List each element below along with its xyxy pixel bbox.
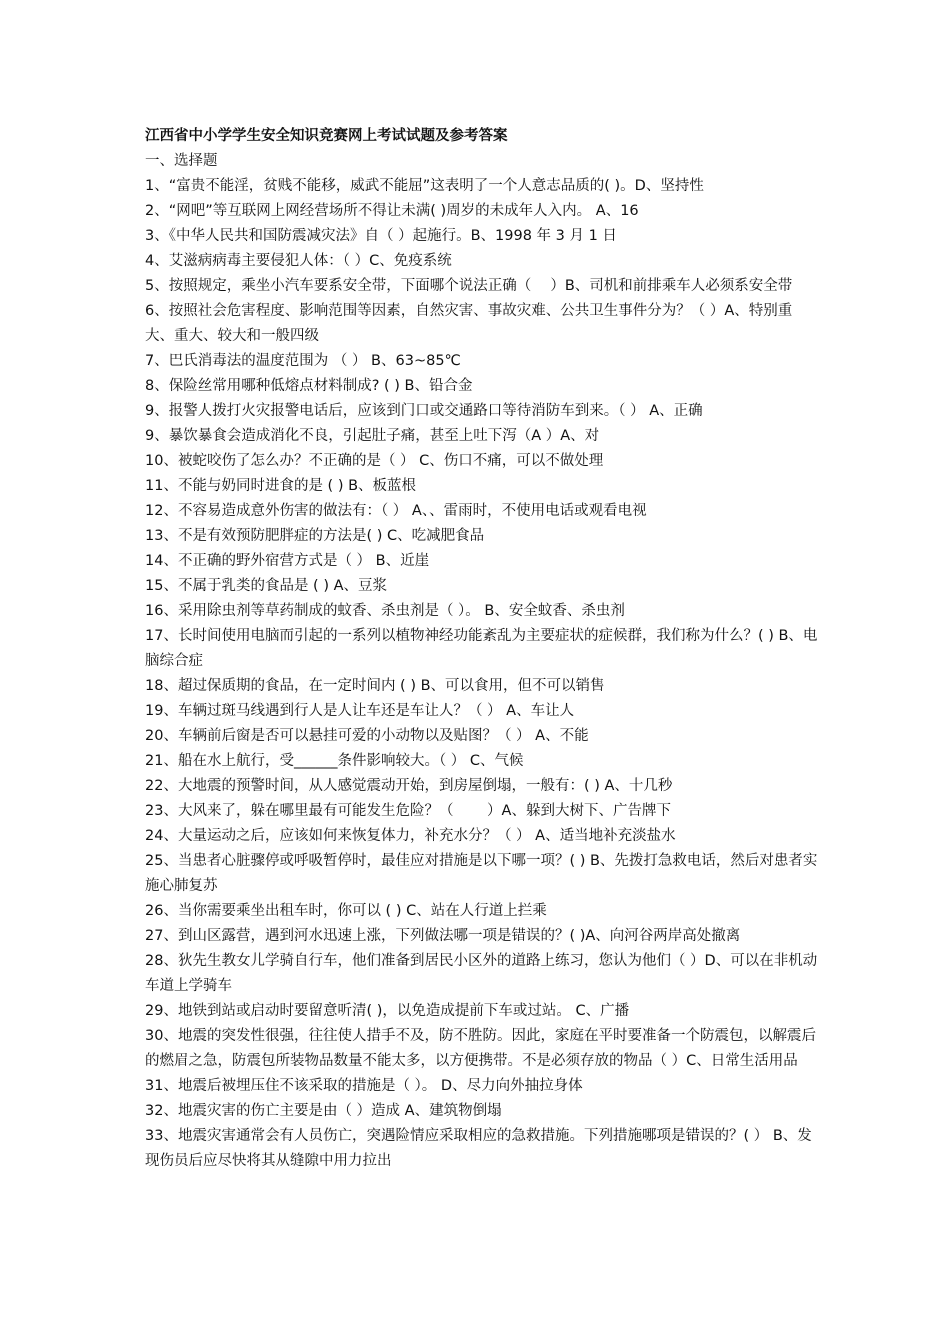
document-title: 江西省中小学学生安全知识竞赛网上考试试题及参考答案 — [145, 128, 508, 144]
question-item: 22、大地震的预警时间，从人感觉震动开始，到房屋倒塌，一般有：( ) A、十几秒 — [145, 778, 673, 794]
question-item: 33、地震灾害通常会有人员伤亡，突遇险情应采取相应的急救措施。下列措施哪项是错误的？( ） B、发现伤员后应尽快将其从缝隙中用力拉出 — [145, 1128, 812, 1169]
document-body — [145, 124, 821, 1174]
question-item: 18、超过保质期的食品，在一定时间内 ( ) B、可以食用，但不可以销售 — [145, 678, 605, 694]
question-item: 29、地铁到站或启动时要留意听清( )，以免造成提前下车或过站。 C、广播 — [145, 1003, 630, 1019]
question-item: 27、到山区露营，遇到河水迅速上涨，下列做法哪一项是错误的？( )A、向河谷两岸高处撤离 — [145, 928, 741, 944]
question-item: 9、暴饮暴食会造成消化不良，引起肚子痛，甚至上吐下泻（A ）A、对 — [145, 428, 600, 444]
question-item: 32、地震灾害的伤亡主要是由（ ）造成 A、建筑物倒塌 — [145, 1103, 502, 1119]
question-item: 14、不正确的野外宿营方式是（ ） B、近崖 — [145, 553, 430, 569]
question-item: 21、船在水上航行，受______条件影响较大。（ ） C、气候 — [145, 753, 524, 769]
question-item: 6、按照社会危害程度、影响范围等因素，自然灾害、事故灾难、公共卫生事件分为？（ ）A、特别重大、重大、较大和一般四级 — [145, 303, 793, 344]
question-item: 5、按照规定，乘坐小汽车要系安全带，下面哪个说法正确（ ）B、司机和前排乘车人必须系安全带 — [145, 278, 793, 294]
question-item: 12、不容易造成意外伤害的做法有：（ ） A、、雷雨时，不使用电话或观看电视 — [145, 503, 647, 519]
section-heading: 一、选择题 — [145, 153, 218, 169]
question-item: 4、艾滋病病毒主要侵犯人体：（ ）C、免疫系统 — [145, 253, 452, 269]
question-item: 13、不是有效预防肥胖症的方法是( ) C、吃减肥食品 — [145, 528, 485, 544]
question-item: 2、“网吧”等互联网上网经营场所不得让未满( )周岁的未成年人入内。 A、16 — [145, 203, 639, 219]
question-item: 1、“富贵不能淫，贫贱不能移，威武不能屈”这表明了一个人意志品质的( )。D、坚持性 — [145, 178, 704, 194]
question-item: 16、采用除虫剂等草药制成的蚊香、杀虫剂是（ ）。 B、安全蚊香、杀虫剂 — [145, 603, 625, 619]
question-item: 11、不能与奶同时进食的是 ( ) B、板蓝根 — [145, 478, 417, 494]
question-item: 3、《中华人民共和国防震减灾法》自（ ）起施行。B、1998 年 3 月 1 日 — [145, 228, 617, 244]
question-item: 7、巴氏消毒法的温度范围为 （ ） B、63~85℃ — [145, 353, 461, 369]
question-item: 9、报警人拨打火灾报警电话后，应该到门口或交通路口等待消防车到来。（ ） A、正确 — [145, 403, 703, 419]
question-item: 15、不属于乳类的食品是 ( ) A、豆浆 — [145, 578, 388, 594]
question-item: 30、地震的突发性很强，往往使人措手不及，防不胜防。因此，家庭在平时要准备一个防震包，以解震后的燃眉之急，防震包所装物品数量不能太多，以方便携带。不是必须存放的物品（ ）C、日常生活用品 — [145, 1028, 816, 1069]
question-item: 31、地震后被埋压住不该采取的措施是（ ）。 D、尽力向外抽拉身体 — [145, 1078, 583, 1094]
question-item: 20、车辆前后窗是否可以悬挂可爱的小动物以及贴图？（ ） A、不能 — [145, 728, 589, 744]
question-item: 10、被蛇咬伤了怎么办？不正确的是（ ） C、伤口不痛，可以不做处理 — [145, 453, 604, 469]
question-item: 26、当你需要乘坐出租车时，你可以 ( ) C、站在人行道上拦乘 — [145, 903, 547, 919]
question-item: 28、狄先生教女儿学骑自行车，他们准备到居民小区外的道路上练习，您认为他们（ ）D、可以在非机动车道上学骑车 — [145, 953, 818, 994]
question-item: 24、大量运动之后，应该如何来恢复体力，补充水分？（ ） A、适当地补充淡盐水 — [145, 828, 676, 844]
question-item: 17、长时间使用电脑而引起的一系列以植物神经功能紊乱为主要症状的症候群，我们称为什么？( ) B、电脑综合症 — [145, 628, 818, 669]
question-item: 19、车辆过斑马线遇到行人是人让车还是车让人？（ ） A、车让人 — [145, 703, 575, 719]
question-item: 8、保险丝常用哪种低熔点材料制成? ( ) B、铅合金 — [145, 378, 473, 394]
question-item: 25、当患者心脏骤停或呼吸暂停时，最佳应对措施是以下哪一项？( ) B、先拨打急救电话，然后对患者实施心肺复苏 — [145, 853, 818, 894]
question-item: 23、大风来了，躲在哪里最有可能发生危险？（ ）A、躲到大树下、广告牌下 — [145, 803, 671, 819]
